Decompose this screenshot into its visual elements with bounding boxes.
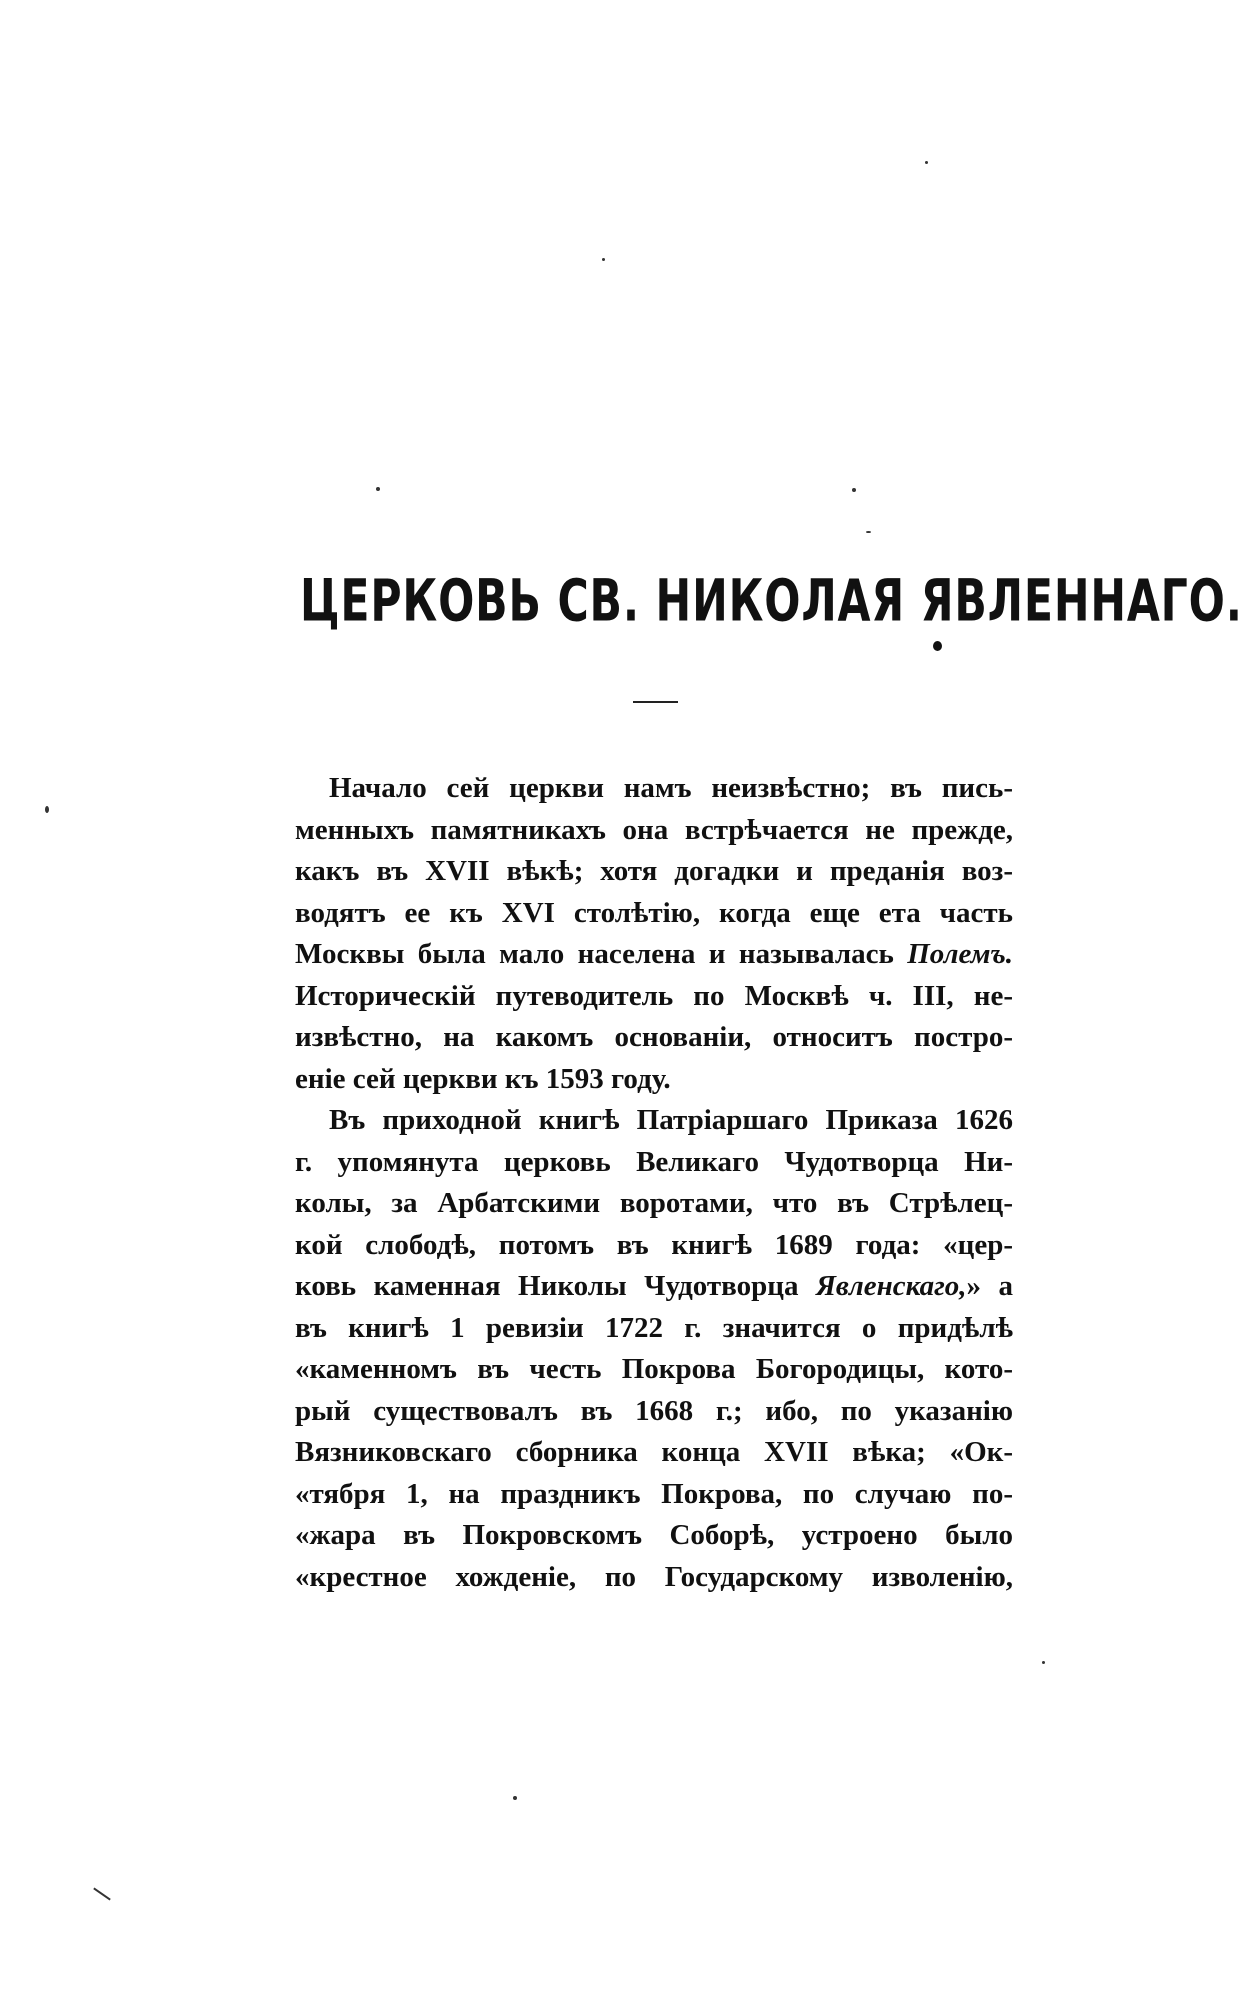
- text-line: [295, 1183, 1013, 1225]
- text-segment: «тября 1, на праздникъ Покрова, по случаю по-: [295, 1477, 1013, 1510]
- dust-speck: [933, 641, 942, 651]
- dust-speck: [602, 258, 605, 261]
- dust-speck: [852, 488, 856, 492]
- text-segment: » а: [966, 1270, 1014, 1302]
- text-segment: Вязниковскаго сборника конца XVII вѣка; «Ок-: [295, 1436, 1013, 1468]
- dust-speck: [925, 161, 928, 164]
- dust-speck: [93, 1887, 111, 1900]
- text-line: [295, 768, 1013, 810]
- text-line: [295, 1100, 1013, 1142]
- text-segment: ковь каменная Николы Чудотворца: [295, 1270, 816, 1302]
- text-line: [295, 1557, 1013, 1599]
- text-segment: кой слободѣ, потомъ въ книгѣ 1689 года: «цер-: [295, 1228, 1013, 1261]
- text-segment: «каменномъ въ честь Покрова Богородицы, кото-: [295, 1353, 1013, 1385]
- italic-text: Явленскаго,: [815, 1270, 967, 1302]
- text-line: [295, 1515, 1013, 1557]
- text-line: [295, 1017, 1013, 1059]
- text-line: [295, 976, 1013, 1018]
- text-line: [295, 1474, 1013, 1516]
- text-line: [295, 1349, 1013, 1391]
- chapter-title: ЦЕРКОВЬ СВ. НИКОЛАЯ ЯВЛЕННАГО.: [300, 567, 1243, 636]
- text-segment: Въ приходной книгѣ Патріаршаго Приказа 1626: [329, 1104, 1013, 1136]
- text-segment: Историческій путеводитель по Москвѣ ч. III, не-: [295, 979, 1013, 1012]
- text-segment: колы, за Арбатскими воротами, что въ Стрѣлец-: [295, 1187, 1013, 1219]
- dust-speck: [513, 1796, 517, 1800]
- body-text: [295, 768, 1013, 1598]
- text-line: [295, 1142, 1013, 1184]
- text-segment: «крестное хожденіе, по Государскому изволенію,: [295, 1560, 1013, 1593]
- text-segment: «жара въ Покровскомъ Соборѣ, устроено было: [295, 1519, 1013, 1551]
- title-rule: [633, 701, 678, 703]
- text-segment: въ книгѣ 1 ревизіи 1722 г. значится о придѣлѣ: [295, 1311, 1013, 1344]
- text-line: [295, 1225, 1013, 1267]
- text-segment: г. упомянута церковь Великаго Чудотворца Ни-: [295, 1145, 1013, 1178]
- dust-speck: [45, 806, 49, 813]
- text-segment: Москвы была мало населена и называлась: [295, 938, 908, 970]
- text-line: [295, 851, 1013, 893]
- text-segment: какъ въ XVII вѣкѣ; хотя догадки и преданія воз-: [295, 855, 1013, 887]
- dust-speck: [376, 487, 380, 491]
- text-line: [295, 1391, 1013, 1433]
- text-line: [295, 893, 1013, 935]
- dust-speck: [866, 531, 871, 533]
- text-line: [295, 810, 1013, 852]
- text-line: [295, 1308, 1013, 1350]
- text-segment: еніе сей церкви къ 1593 году.: [295, 1062, 671, 1095]
- text-line: [295, 1059, 1013, 1101]
- text-line: [295, 1432, 1013, 1474]
- text-line: [295, 1266, 1013, 1308]
- text-segment: извѣстно, на какомъ основаніи, относитъ постро-: [295, 1021, 1013, 1053]
- text-segment: менныхъ памятникахъ она встрѣчается не прежде,: [295, 813, 1013, 846]
- italic-text: Полемъ.: [907, 938, 1013, 970]
- text-segment: рый существовалъ въ 1668 г.; ибо, по указанію: [295, 1394, 1013, 1427]
- text-segment: Начало сей церкви намъ неизвѣстно; въ пись-: [329, 772, 1013, 804]
- text-line: [295, 934, 1013, 976]
- dust-speck: [1042, 1661, 1045, 1664]
- text-segment: водятъ ее къ XVI столѣтію, когда еще ета часть: [295, 896, 1013, 929]
